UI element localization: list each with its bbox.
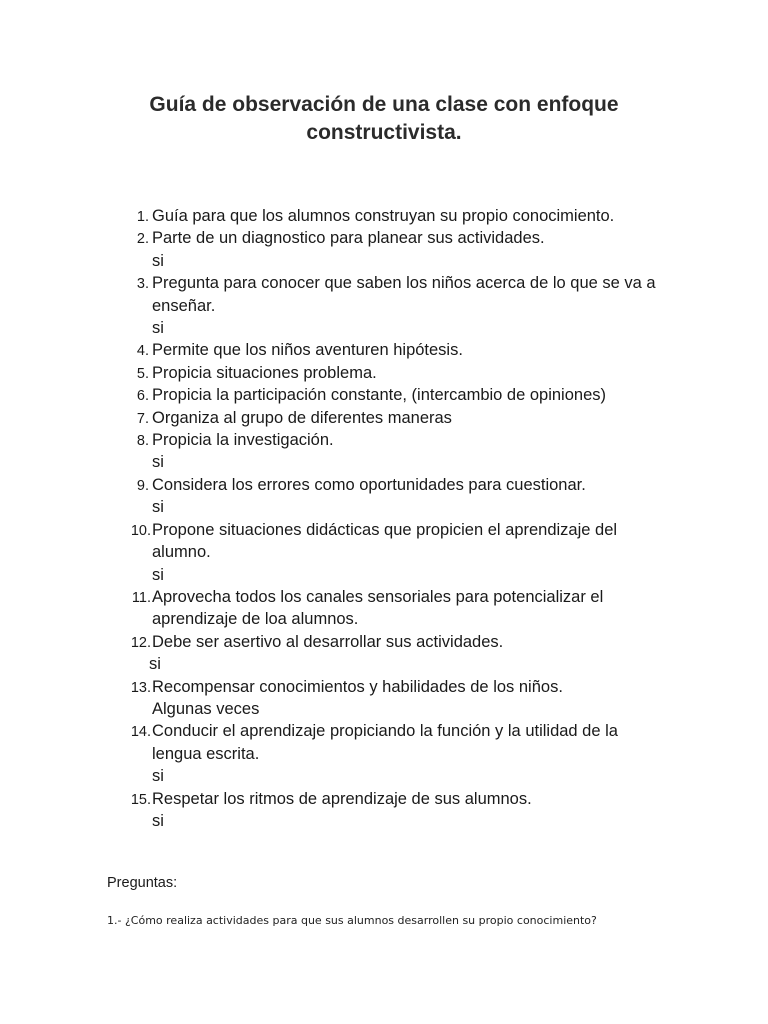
list-item-text: Respetar los ritmos de aprendizaje de sus alumnos. xyxy=(152,789,532,808)
list-item xyxy=(0,384,768,406)
list-item-answer: si xyxy=(152,811,164,830)
list-item-answer: si xyxy=(152,453,164,472)
list-item-number: 11. xyxy=(131,589,151,606)
list-item xyxy=(0,676,768,698)
list-item-text: Propone situaciones didácticas que propicien el aprendizaje del alumno. xyxy=(152,520,618,562)
list-item-text: Debe ser asertivo al desarrollar sus actividades. xyxy=(152,632,504,651)
list-item-text: Propicia la investigación. xyxy=(152,431,334,450)
list-item xyxy=(0,362,768,384)
list-item-text: Propicia la participación constante, (intercambio de opiniones) xyxy=(152,386,606,405)
list-item-number: 1. xyxy=(136,209,149,225)
list-item-number: 3. xyxy=(136,276,149,293)
title-line-1: Guía de observación de una clase con enfoque xyxy=(149,93,619,116)
list-item-answer: si xyxy=(152,319,164,338)
list-item-text: Aprovecha todos los canales sensoriales para potencializar el aprendizaje de loa alumnos. xyxy=(152,587,604,629)
list-item-text: Pregunta para conocer que saben los niños acerca de lo que se va a enseñar. xyxy=(152,274,656,315)
list-item-number: 13. xyxy=(130,679,151,696)
list-item-answer: si xyxy=(152,251,164,270)
list-item-number: 6. xyxy=(136,388,149,405)
list-item-text: Organiza al grupo de diferentes maneras xyxy=(152,408,452,427)
list-item-number: 12. xyxy=(130,634,151,651)
list-item-answer: si xyxy=(152,498,164,517)
list-item xyxy=(0,586,768,631)
list-item-answer: Algunas veces xyxy=(152,699,260,718)
list-item-number: 8. xyxy=(136,433,149,450)
list-item xyxy=(0,407,768,429)
list-item-text: Considera los errores como oportunidades para cuestionar. xyxy=(152,475,586,494)
list-item xyxy=(0,429,768,451)
list-item-number: 14. xyxy=(130,724,151,741)
question-item: 1.- ¿Cómo realiza actividades para que sus alumnos desarrollen su propio conocimiento? xyxy=(107,914,597,927)
list-item-number: 5. xyxy=(136,365,149,382)
list-item-number: 10. xyxy=(130,522,151,539)
list-item xyxy=(0,720,768,765)
list-item-text: Conducir el aprendizaje propiciando la función y la utilidad de la lengua escrita. xyxy=(152,722,618,763)
list-item-number: 2. xyxy=(136,231,149,248)
list-item xyxy=(0,474,768,496)
list-item-text: Parte de un diagnostico para planear sus actividades. xyxy=(152,229,545,248)
list-item-answer: si xyxy=(152,565,164,584)
title-line-2: constructivista. xyxy=(306,121,462,144)
observation-list xyxy=(0,205,768,832)
list-item-text: Recompensar conocimientos y habilidades de los niños. xyxy=(152,677,563,696)
document-title xyxy=(100,91,668,147)
questions-heading: Preguntas: xyxy=(107,875,178,891)
list-item xyxy=(0,272,768,317)
list-item xyxy=(0,339,768,361)
list-item xyxy=(0,788,768,810)
list-item xyxy=(0,631,768,653)
list-item-number: 9. xyxy=(136,477,149,494)
list-item xyxy=(0,205,768,227)
list-item-number: 4. xyxy=(136,343,149,360)
list-item-answer: si xyxy=(152,767,164,786)
list-item-text: Propicia situaciones problema. xyxy=(152,363,377,382)
list-item xyxy=(0,227,768,249)
list-item-number: 7. xyxy=(136,410,149,427)
list-item-answer: si xyxy=(149,655,161,674)
list-item-number: 15. xyxy=(130,791,151,808)
list-item xyxy=(0,519,768,564)
list-item-text: Permite que los niños aventuren hipótesis. xyxy=(152,341,463,360)
list-item-text: Guía para que los alumnos construyan su propio conocimiento. xyxy=(152,207,615,225)
